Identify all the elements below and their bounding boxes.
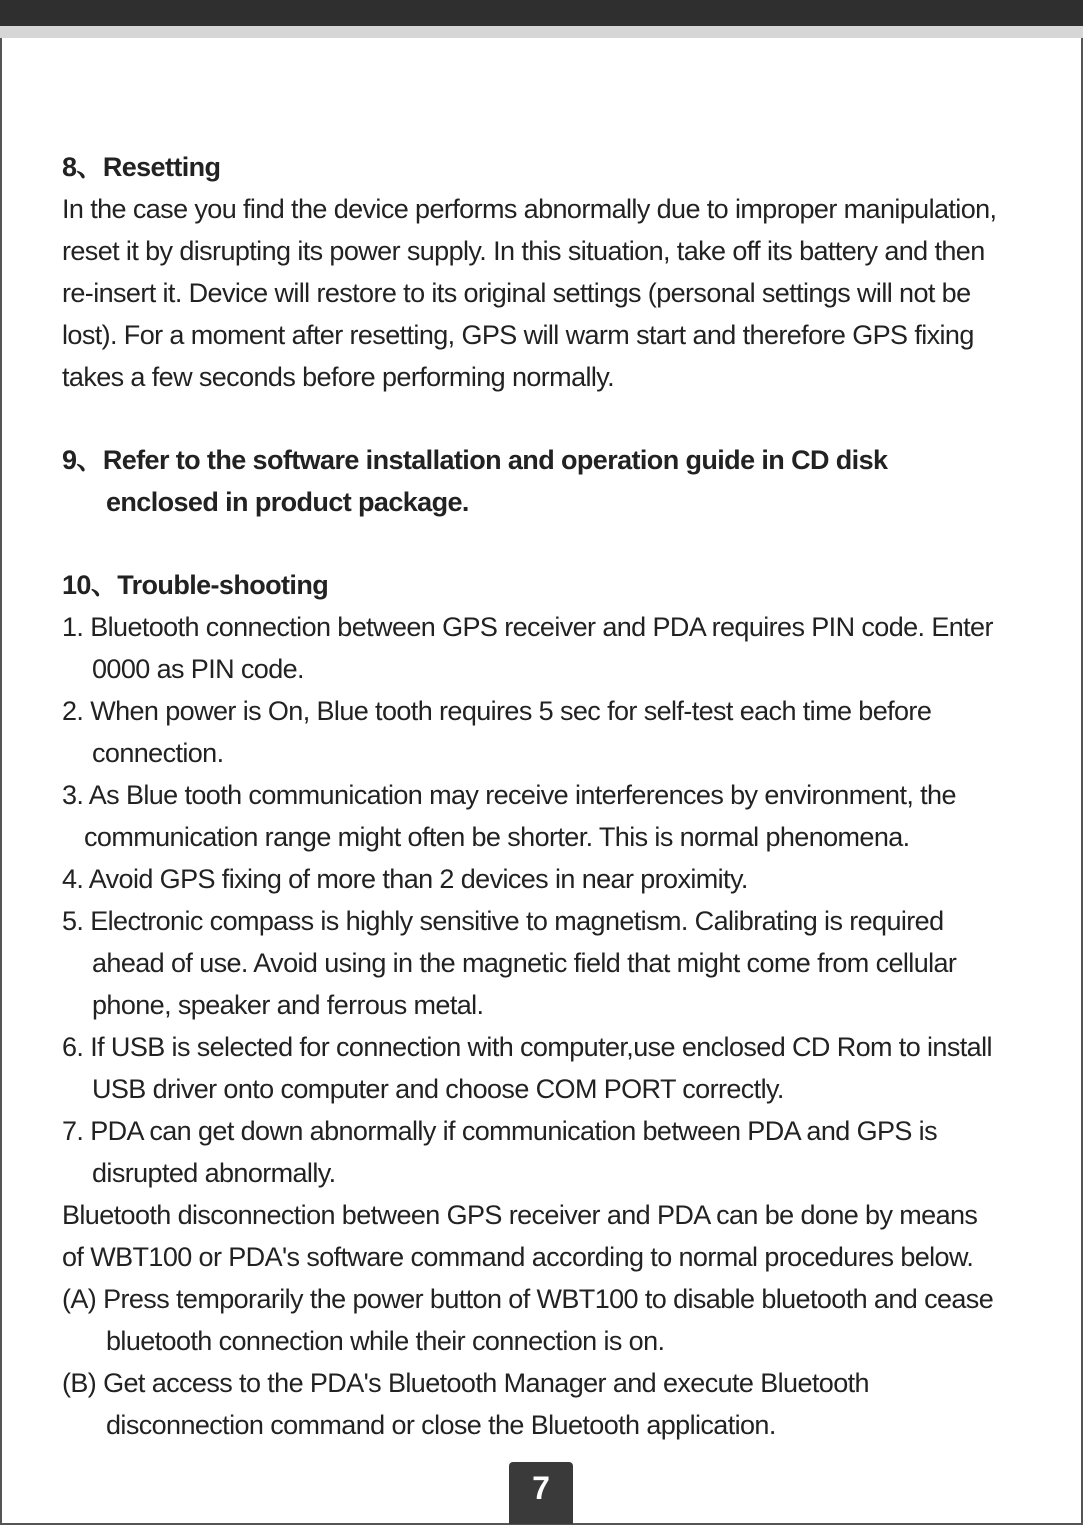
- trouble-item-cont: phone, speaker and ferrous metal.: [92, 990, 484, 1020]
- top-bar-shadow: [0, 26, 1083, 38]
- section-8-heading: 8、Resetting: [62, 152, 221, 182]
- trouble-item-cont: connection.: [92, 738, 224, 768]
- trouble-item-cont: 0000 as PIN code.: [92, 654, 304, 684]
- trouble-item: 1. Bluetooth connection between GPS receiver and PDA requires PIN code. Enter: [62, 612, 993, 642]
- section-9-heading: 9、Refer to the software installation and operation guide in CD disk: [62, 445, 888, 475]
- procedure-item: (A) Press temporarily the power button of WBT100 to disable bluetooth and cease: [62, 1284, 994, 1314]
- trouble-item-cont: ahead of use. Avoid using in the magnetic field that might come from cellular: [92, 948, 957, 978]
- section-9-heading-cont: enclosed in product package.: [106, 487, 469, 517]
- procedure-item: (B) Get access to the PDA's Bluetooth Manager and execute Bluetooth: [62, 1368, 869, 1398]
- trouble-item-cont: communication range might often be shorter. This is normal phenomena.: [84, 822, 910, 852]
- trouble-item: 4. Avoid GPS fixing of more than 2 devices in near proximity.: [62, 864, 748, 894]
- spacer: [62, 398, 1037, 439]
- note-line: of WBT100 or PDA's software command according to normal procedures below.: [62, 1242, 974, 1272]
- trouble-item-cont: USB driver onto computer and choose COM PORT correctly.: [92, 1074, 784, 1104]
- top-bar: [0, 0, 1083, 26]
- section-10-heading: 10、Trouble-shooting: [62, 570, 329, 600]
- section-8-line: lost). For a moment after resetting, GPS will warm start and therefore GPS fixing: [62, 320, 974, 350]
- section-8-line: reset it by disrupting its power supply. In this situation, take off its battery and then: [62, 236, 985, 266]
- procedure-item-cont: disconnection command or close the Bluetooth application.: [106, 1410, 776, 1440]
- trouble-item-cont: disrupted abnormally.: [92, 1158, 336, 1188]
- trouble-item: 7. PDA can get down abnormally if communication between PDA and GPS is: [62, 1116, 937, 1146]
- page-content: [62, 146, 1037, 1446]
- section-8-line: takes a few seconds before performing normally.: [62, 362, 615, 392]
- note-line: Bluetooth disconnection between GPS receiver and PDA can be done by means: [62, 1200, 978, 1230]
- section-8-line: re-insert it. Device will restore to its original settings (personal settings will not be: [62, 278, 971, 308]
- trouble-item: 3. As Blue tooth communication may receive interferences by environment, the: [62, 780, 956, 810]
- section-8-line: In the case you find the device performs abnormally due to improper manipulation,: [62, 194, 997, 224]
- trouble-item: 2. When power is On, Blue tooth requires 5 sec for self-test each time before: [62, 696, 932, 726]
- trouble-item: 5. Electronic compass is highly sensitive to magnetism. Calibrating is required: [62, 906, 944, 936]
- procedure-item-cont: bluetooth connection while their connection is on.: [106, 1326, 665, 1356]
- trouble-item: 6. If USB is selected for connection with computer,use enclosed CD Rom to install: [62, 1032, 992, 1062]
- spacer: [62, 523, 1037, 564]
- page-number: 7: [509, 1462, 573, 1524]
